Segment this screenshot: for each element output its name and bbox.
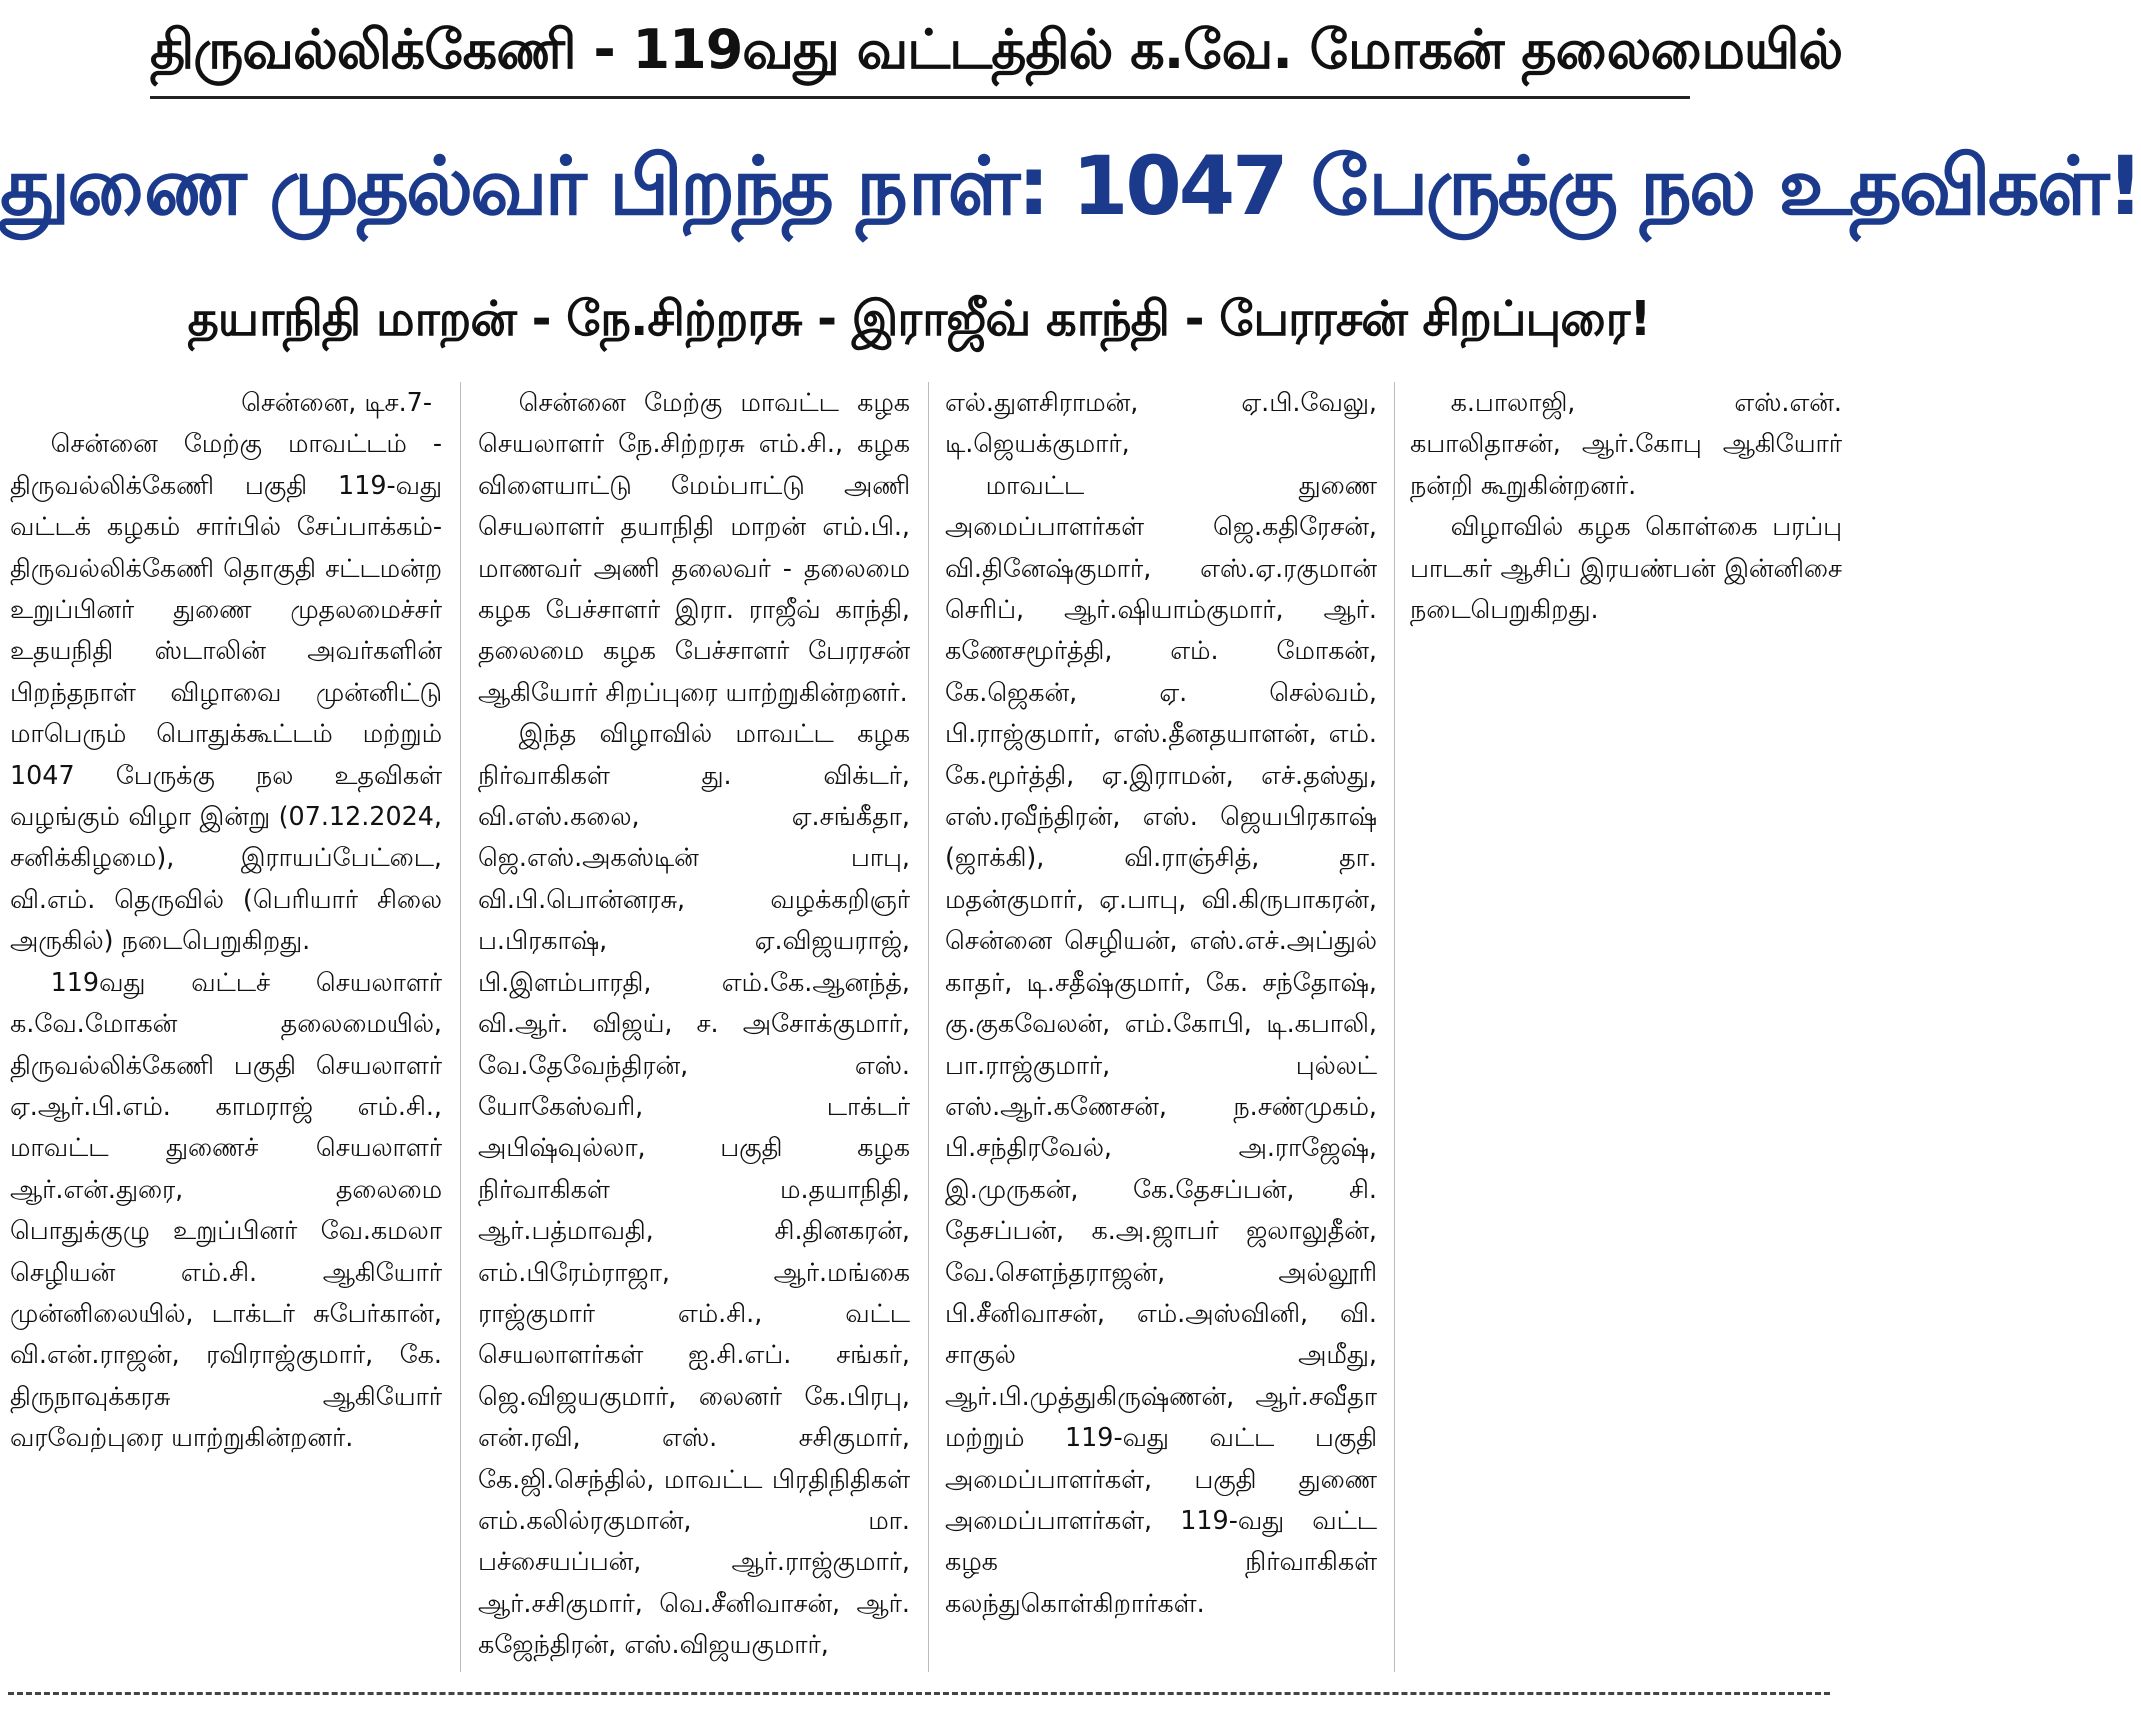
article-paragraph: க.பாலாஜி, எஸ்.என். கபாலிதாசன், ஆர்.கோபு ஆகியோர் நன்றி கூறுகின்றனர். (1410, 387, 1842, 500)
bottom-dashed-rule (8, 1692, 1830, 1695)
dateline: சென்னை, டிச.7- (241, 387, 432, 417)
main-headline: துணை முதல்வர் பிறந்த நாள்: 1047 பேருக்கு நல உதவிகள்! (0, 140, 2141, 234)
column-divider (928, 382, 929, 1672)
article-column-3 (945, 382, 1377, 1682)
article-paragraph: மாவட்ட துணை அமைப்பாளர்கள் ஜெ.கதிரேசன், வி.தினேஷ்குமார், எஸ்.ஏ.ரகுமான் செரிப், ஆர்.ஷியாம்குமார், ஆர். கணேசமூர்த்தி, எம். மோகன், கே.ஜெகன், ஏ. செல்வம், பி.ராஜ்குமார், எஸ்.தீனதயாளன், எம். கே.மூர்த்தி, ஏ.இராமன், எச்.தஸ்து, எஸ்.ரவீந்திரன், எஸ். ஜெயபிரகாஷ் (ஜாக்கி), வி.ராஞ்சித், தா. மதன்குமார், ஏ.பாபு, வி.கிருபாகரன், சென்னை செழியன், எஸ்.எச்.அப்துல் காதர், டி.சதீஷ்குமார், கே. சந்தோஷ், கு.குகவேலன், எம்.கோபி, டி.கபாலி, பா.ராஜ்குமார், புல்லட் எஸ்.ஆர்.கணேசன், ந.சண்முகம், பி.சந்திரவேல், அ.ராஜேஷ், இ.முருகன், கே.தேசப்பன், சி. தேசப்பன், க.அ.ஜாபர் ஜலாலுதீன், வே.சௌந்தராஜன், அல்லூரி பி.சீனிவாசன், எம்.அஸ்வினி, வி. சாகுல் அமீது, ஆர்.பி.முத்துகிருஷ்ணன், ஆர்.சவீதா மற்றும் 119-வது வட்ட பகுதி அமைப்பாளர்கள், பகுதி துணை அமைப்பாளர்கள், 119-வது வட்ட கழக நிர்வாகிகள் கலந்துகொள்கிறார்கள். (945, 469, 1377, 1618)
article-column-2 (478, 382, 910, 1682)
article-paragraph-continued: எல்.துளசிராமன், ஏ.பி.வேலு, டி.ஜெயக்குமார், (945, 387, 1377, 459)
article-paragraph: சென்னை மேற்கு மாவட்டம் - திருவல்லிக்கேணி பகுதி 119-வது வட்டக் கழகம் சார்பில் சேப்பாக்கம்- திருவல்லிக்கேணி தொகுதி சட்டமன்ற உறுப்பினர் துணை முதலமைச்சர் உதயநிதி ஸ்டாலின் அவர்களின் பிறந்தநாள் விழாவை முன்னிட்டு மாபெரும் பொதுக்கூட்டம் மற்றும் 1047 பேருக்கு நல உதவிகள் வழங்கும் விழா இன்று (07.12.2024, சனிக்கிழமை), இராயப்பேட்டை, வி.எம். தெருவில் (பெரியார் சிலை அருகில்) நடைபெறுகிறது. (10, 428, 442, 956)
article-paragraph: சென்னை மேற்கு மாவட்ட கழக செயலாளர் நே.சிற்றரசு எம்.சி., கழக விளையாட்டு மேம்பாட்டு அணி செயலாளர் தயாநிதி மாறன் எம்.பி., மாணவர் அணி தலைவர் - தலைமை கழக பேச்சாளர் இரா. ராஜீவ் காந்தி, தலைமை கழக பேச்சாளர் பேரரசன் ஆகியோர் சிறப்புரை யாற்றுகின்றனர். (478, 387, 910, 707)
kicker-headline: திருவல்லிக்கேணி - 119வது வட்டத்தில் க.வே. மோகன் தலைமையில் (150, 8, 1690, 99)
article-paragraph: விழாவில் கழக கொள்கை பரப்பு பாடகர் ஆசிப் இரயண்பன் இன்னிசை நடைபெறுகிறது. (1410, 511, 1842, 625)
column-divider (1394, 382, 1395, 1672)
article-paragraph: இந்த விழாவில் மாவட்ட கழக நிர்வாகிகள் து. விக்டர், வி.எஸ்.கலை, ஏ.சங்கீதா, ஜெ.எஸ்.அகஸ்டின் பாபு, வி.பி.பொன்னரசு, வழக்கறிஞர் ப.பிரகாஷ், ஏ.விஜயராஜ், பி.இளம்பாரதி, எம்.கே.ஆனந்த், வி.ஆர். விஜய், ச. அசோக்குமார், வே.தேவேந்திரன், எஸ். யோகேஸ்வரி, டாக்டர் அபிஷ்வுல்லா, பகுதி கழக நிர்வாகிகள் ம.தயாநிதி, ஆர்.பத்மாவதி, சி.தினகரன், எம்.பிரேம்ராஜா, ஆர்.மங்கை ராஜ்குமார் எம்.சி., வட்ட செயலாளர்கள் ஐ.சி.எப். சங்கர், ஜெ.விஜயகுமார், லைனர் கே.பிரபு, என்.ரவி, எஸ். சசிகுமார், கே.ஜி.செந்தில், மாவட்ட பிரதிநிதிகள் எம்.கலில்ரகுமான், மா. பச்சையப்பன், ஆர்.ராஜ்குமார், ஆர்.சசிகுமார், வெ.சீனிவாசன், ஆர். கஜேந்திரன், எஸ்.விஜயகுமார், (478, 718, 910, 1660)
article-paragraph: 119வது வட்டச் செயலாளர் க.வே.மோகன் தலைமையில், திருவல்லிக்கேணி பகுதி செயலாளர் ஏ.ஆர்.பி.எம். காமராஜ் எம்.சி., மாவட்ட துணைச் செயலாளர் ஆர்.என்.துரை, தலைமை பொதுக்குழு உறுப்பினர் வே.கமலா செழியன் எம்.சி. ஆகியோர் முன்னிலையில், டாக்டர் சுபேர்கான், வி.என்.ராஜன், ரவிராஜ்குமார், கே. திருநாவுக்கரசு ஆகியோர் வரவேற்புரை யாற்றுகின்றனர். (10, 966, 442, 1453)
sub-headline: தயாநிதி மாறன் - நே.சிற்றரசு - இராஜீவ் காந்தி - பேரரசன் சிறப்புரை! (187, 291, 1651, 347)
article-column-4 (1410, 382, 1842, 1682)
column-divider (460, 382, 461, 1672)
article-column-1 (10, 382, 442, 1682)
